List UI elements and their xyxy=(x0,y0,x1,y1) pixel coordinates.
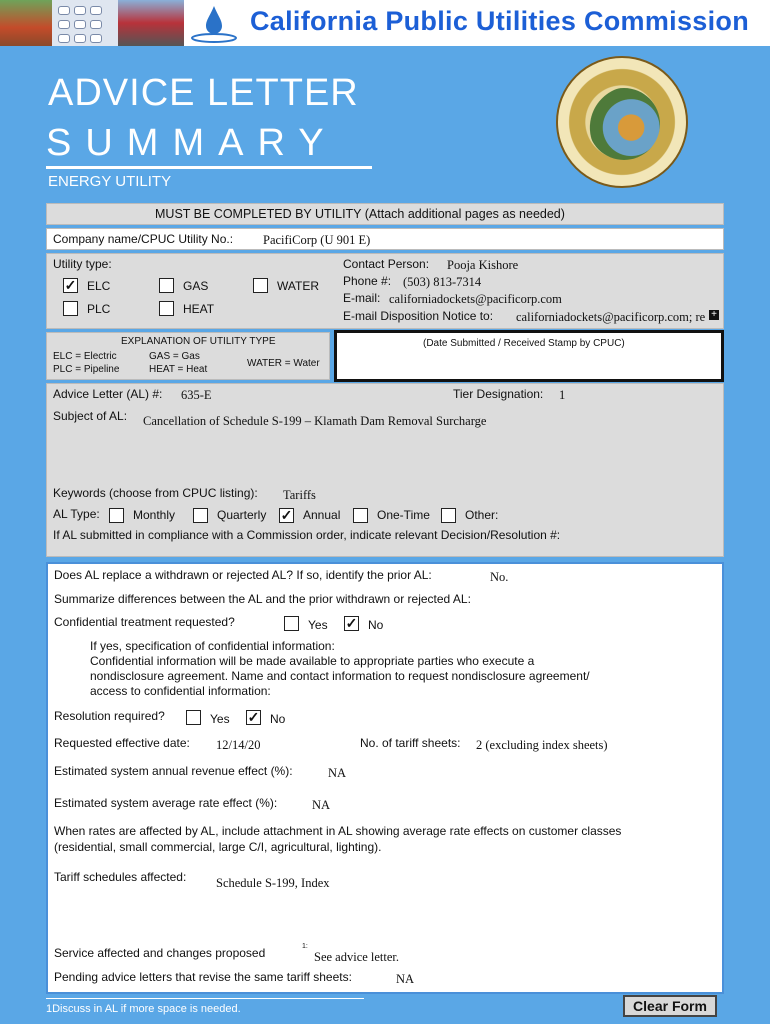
email-disposition-label: E-mail Disposition Notice to: xyxy=(343,309,494,323)
al-type-label: AL Type: xyxy=(53,507,100,521)
expl-elc: ELC = Electric xyxy=(53,351,117,362)
confidential-label: Confidential treatment requested? xyxy=(54,615,235,629)
compliance-label: If AL submitted in compliance with a Commission order, indicate relevant Decision/Resolution #: xyxy=(53,528,561,542)
email-disposition-value[interactable]: californiadockets@pacificorp.com; re xyxy=(516,310,706,324)
expl-heat: HEAT = Heat xyxy=(149,364,208,375)
conf-spec-line3: nondisclosure agreement. Name and contact information to request nondisclosure agreement/ xyxy=(90,669,590,683)
utility-type-label: Utility type: xyxy=(53,257,112,271)
other-checkbox[interactable] xyxy=(441,508,456,523)
rate-effect-value[interactable]: NA xyxy=(312,798,331,812)
resolution-yes-checkbox[interactable] xyxy=(186,710,201,725)
title-line2: SUMMARY xyxy=(46,122,338,164)
calculator-image xyxy=(52,0,118,46)
expand-icon[interactable]: + xyxy=(709,310,719,320)
rates-affected-line1: When rates are affected by AL, include attachment in AL showing average rate effects on customer classes xyxy=(54,824,622,838)
water-drop-image xyxy=(184,0,244,46)
schedules-value[interactable]: Schedule S-199, Index xyxy=(216,876,330,890)
house-image xyxy=(0,0,52,46)
company-value[interactable]: PacifiCorp (U 901 E) xyxy=(263,233,371,247)
summarize-label: Summarize differences between the AL and the prior withdrawn or rejected AL: xyxy=(54,592,471,606)
explanation-box xyxy=(46,332,330,380)
confidential-no-checkbox[interactable]: ✓ xyxy=(345,615,358,631)
pending-value[interactable]: NA xyxy=(396,972,415,986)
service-value[interactable]: See advice letter. xyxy=(314,950,400,964)
gas-label: GAS xyxy=(183,279,209,293)
truck-image xyxy=(118,0,184,46)
email-value[interactable]: californiadockets@pacificorp.com xyxy=(389,292,562,306)
heat-checkbox[interactable] xyxy=(159,301,174,316)
contact-person-value[interactable]: Pooja Kishore xyxy=(447,258,519,272)
utility-contact-section xyxy=(46,253,724,329)
confidential-yes-checkbox[interactable] xyxy=(284,616,299,631)
quarterly-checkbox[interactable] xyxy=(193,508,208,523)
service-footnote-mark: 1: xyxy=(302,943,308,950)
subject-value[interactable]: Cancellation of Schedule S-199 – Klamath Dam Removal Surcharge xyxy=(143,414,487,428)
heat-label: HEAT xyxy=(183,302,215,316)
confidential-yes-label: Yes xyxy=(308,618,328,632)
email-label: E-mail: xyxy=(343,291,381,305)
service-label: Service affected and changes proposed xyxy=(54,946,266,960)
company-field[interactable] xyxy=(46,228,724,250)
details-section xyxy=(46,562,724,994)
company-label: Company name/CPUC Utility No.: xyxy=(53,232,234,246)
stamp-box xyxy=(334,330,724,382)
expl-gas: GAS = Gas xyxy=(149,351,200,362)
al-number-value[interactable]: 635-E xyxy=(181,388,212,402)
replace-value[interactable]: No. xyxy=(490,570,509,584)
explanation-title: EXPLANATION OF UTILITY TYPE xyxy=(121,336,276,347)
schedules-label: Tariff schedules affected: xyxy=(54,870,187,884)
keywords-value[interactable]: Tariffs xyxy=(283,488,316,502)
phone-value[interactable]: (503) 813-7314 xyxy=(403,275,482,289)
quarterly-label: Quarterly xyxy=(217,508,267,522)
onetime-checkbox[interactable] xyxy=(353,508,368,523)
al-number-label: Advice Letter (AL) #: xyxy=(53,387,163,401)
replace-label: Does AL replace a withdrawn or rejected AL? If so, identify the prior AL: xyxy=(54,568,432,582)
monthly-checkbox[interactable] xyxy=(109,508,124,523)
rev-effect-value[interactable]: NA xyxy=(328,766,347,780)
al-details-section xyxy=(46,383,724,557)
annual-label: Annual xyxy=(303,508,341,522)
conf-spec-line4: access to confidential information: xyxy=(90,684,271,698)
expl-water: WATER = Water xyxy=(247,358,320,369)
clear-form-button[interactable]: Clear Form xyxy=(623,995,717,1017)
must-complete-bar xyxy=(46,203,724,225)
elc-checkbox[interactable]: ✓ xyxy=(64,277,77,293)
resolution-label: Resolution required? xyxy=(54,709,165,723)
title-line1: ADVICE LETTER xyxy=(48,72,359,114)
resolution-no-label: No xyxy=(270,712,286,726)
other-label: Other: xyxy=(465,508,499,522)
pending-label: Pending advice letters that revise the same tariff sheets: xyxy=(54,970,352,984)
expl-plc: PLC = Pipeline xyxy=(53,364,120,375)
confidential-no-label: No xyxy=(368,618,384,632)
seal-emblem xyxy=(588,88,660,160)
conf-spec-line1: If yes, specification of confidential information: xyxy=(90,639,335,653)
resolution-yes-label: Yes xyxy=(210,712,230,726)
water-label: WATER xyxy=(277,279,319,293)
keywords-label: Keywords (choose from CPUC listing): xyxy=(53,486,258,500)
rate-effect-label: Estimated system average rate effect (%): xyxy=(54,796,278,810)
conf-spec-line2: Confidential information will be made available to appropriate parties who execute a xyxy=(90,654,535,668)
onetime-label: One-Time xyxy=(377,508,430,522)
rev-effect-label: Estimated system annual revenue effect (%): xyxy=(54,764,293,778)
must-complete-text: MUST BE COMPLETED BY UTILITY (Attach additional pages as needed) xyxy=(155,207,565,221)
state-seal-icon xyxy=(556,56,688,188)
header-title: California Public Utilities Commission xyxy=(250,6,749,36)
tariff-sheets-label: No. of tariff sheets: xyxy=(360,736,461,750)
resolution-no-checkbox[interactable]: ✓ xyxy=(247,709,260,725)
rates-affected-line2: (residential, small commercial, large C/I, agricultural, lighting). xyxy=(54,840,382,854)
footnote-text: 1Discuss in AL if more space is needed. xyxy=(46,1003,241,1015)
phone-label: Phone #: xyxy=(343,274,392,288)
eff-date-label: Requested effective date: xyxy=(54,736,190,750)
gas-checkbox[interactable] xyxy=(159,278,174,293)
annual-checkbox[interactable]: ✓ xyxy=(280,507,293,523)
tier-label: Tier Designation: xyxy=(453,387,544,401)
tariff-sheets-value[interactable]: 2 (excluding index sheets) xyxy=(476,738,608,752)
footnote-divider xyxy=(46,998,364,999)
title-underline xyxy=(46,166,372,169)
water-checkbox[interactable] xyxy=(253,278,268,293)
plc-checkbox[interactable] xyxy=(63,301,78,316)
contact-person-label: Contact Person: xyxy=(343,257,430,271)
tier-value[interactable]: 1 xyxy=(559,388,566,402)
eff-date-value[interactable]: 12/14/20 xyxy=(216,738,261,752)
subject-label: Subject of AL: xyxy=(53,409,128,423)
elc-label: ELC xyxy=(87,279,111,293)
subtitle: ENERGY UTILITY xyxy=(48,173,172,190)
header-banner xyxy=(0,0,770,46)
monthly-label: Monthly xyxy=(133,508,176,522)
plc-label: PLC xyxy=(87,302,111,316)
stamp-label: (Date Submitted / Received Stamp by CPUC) xyxy=(423,338,625,349)
